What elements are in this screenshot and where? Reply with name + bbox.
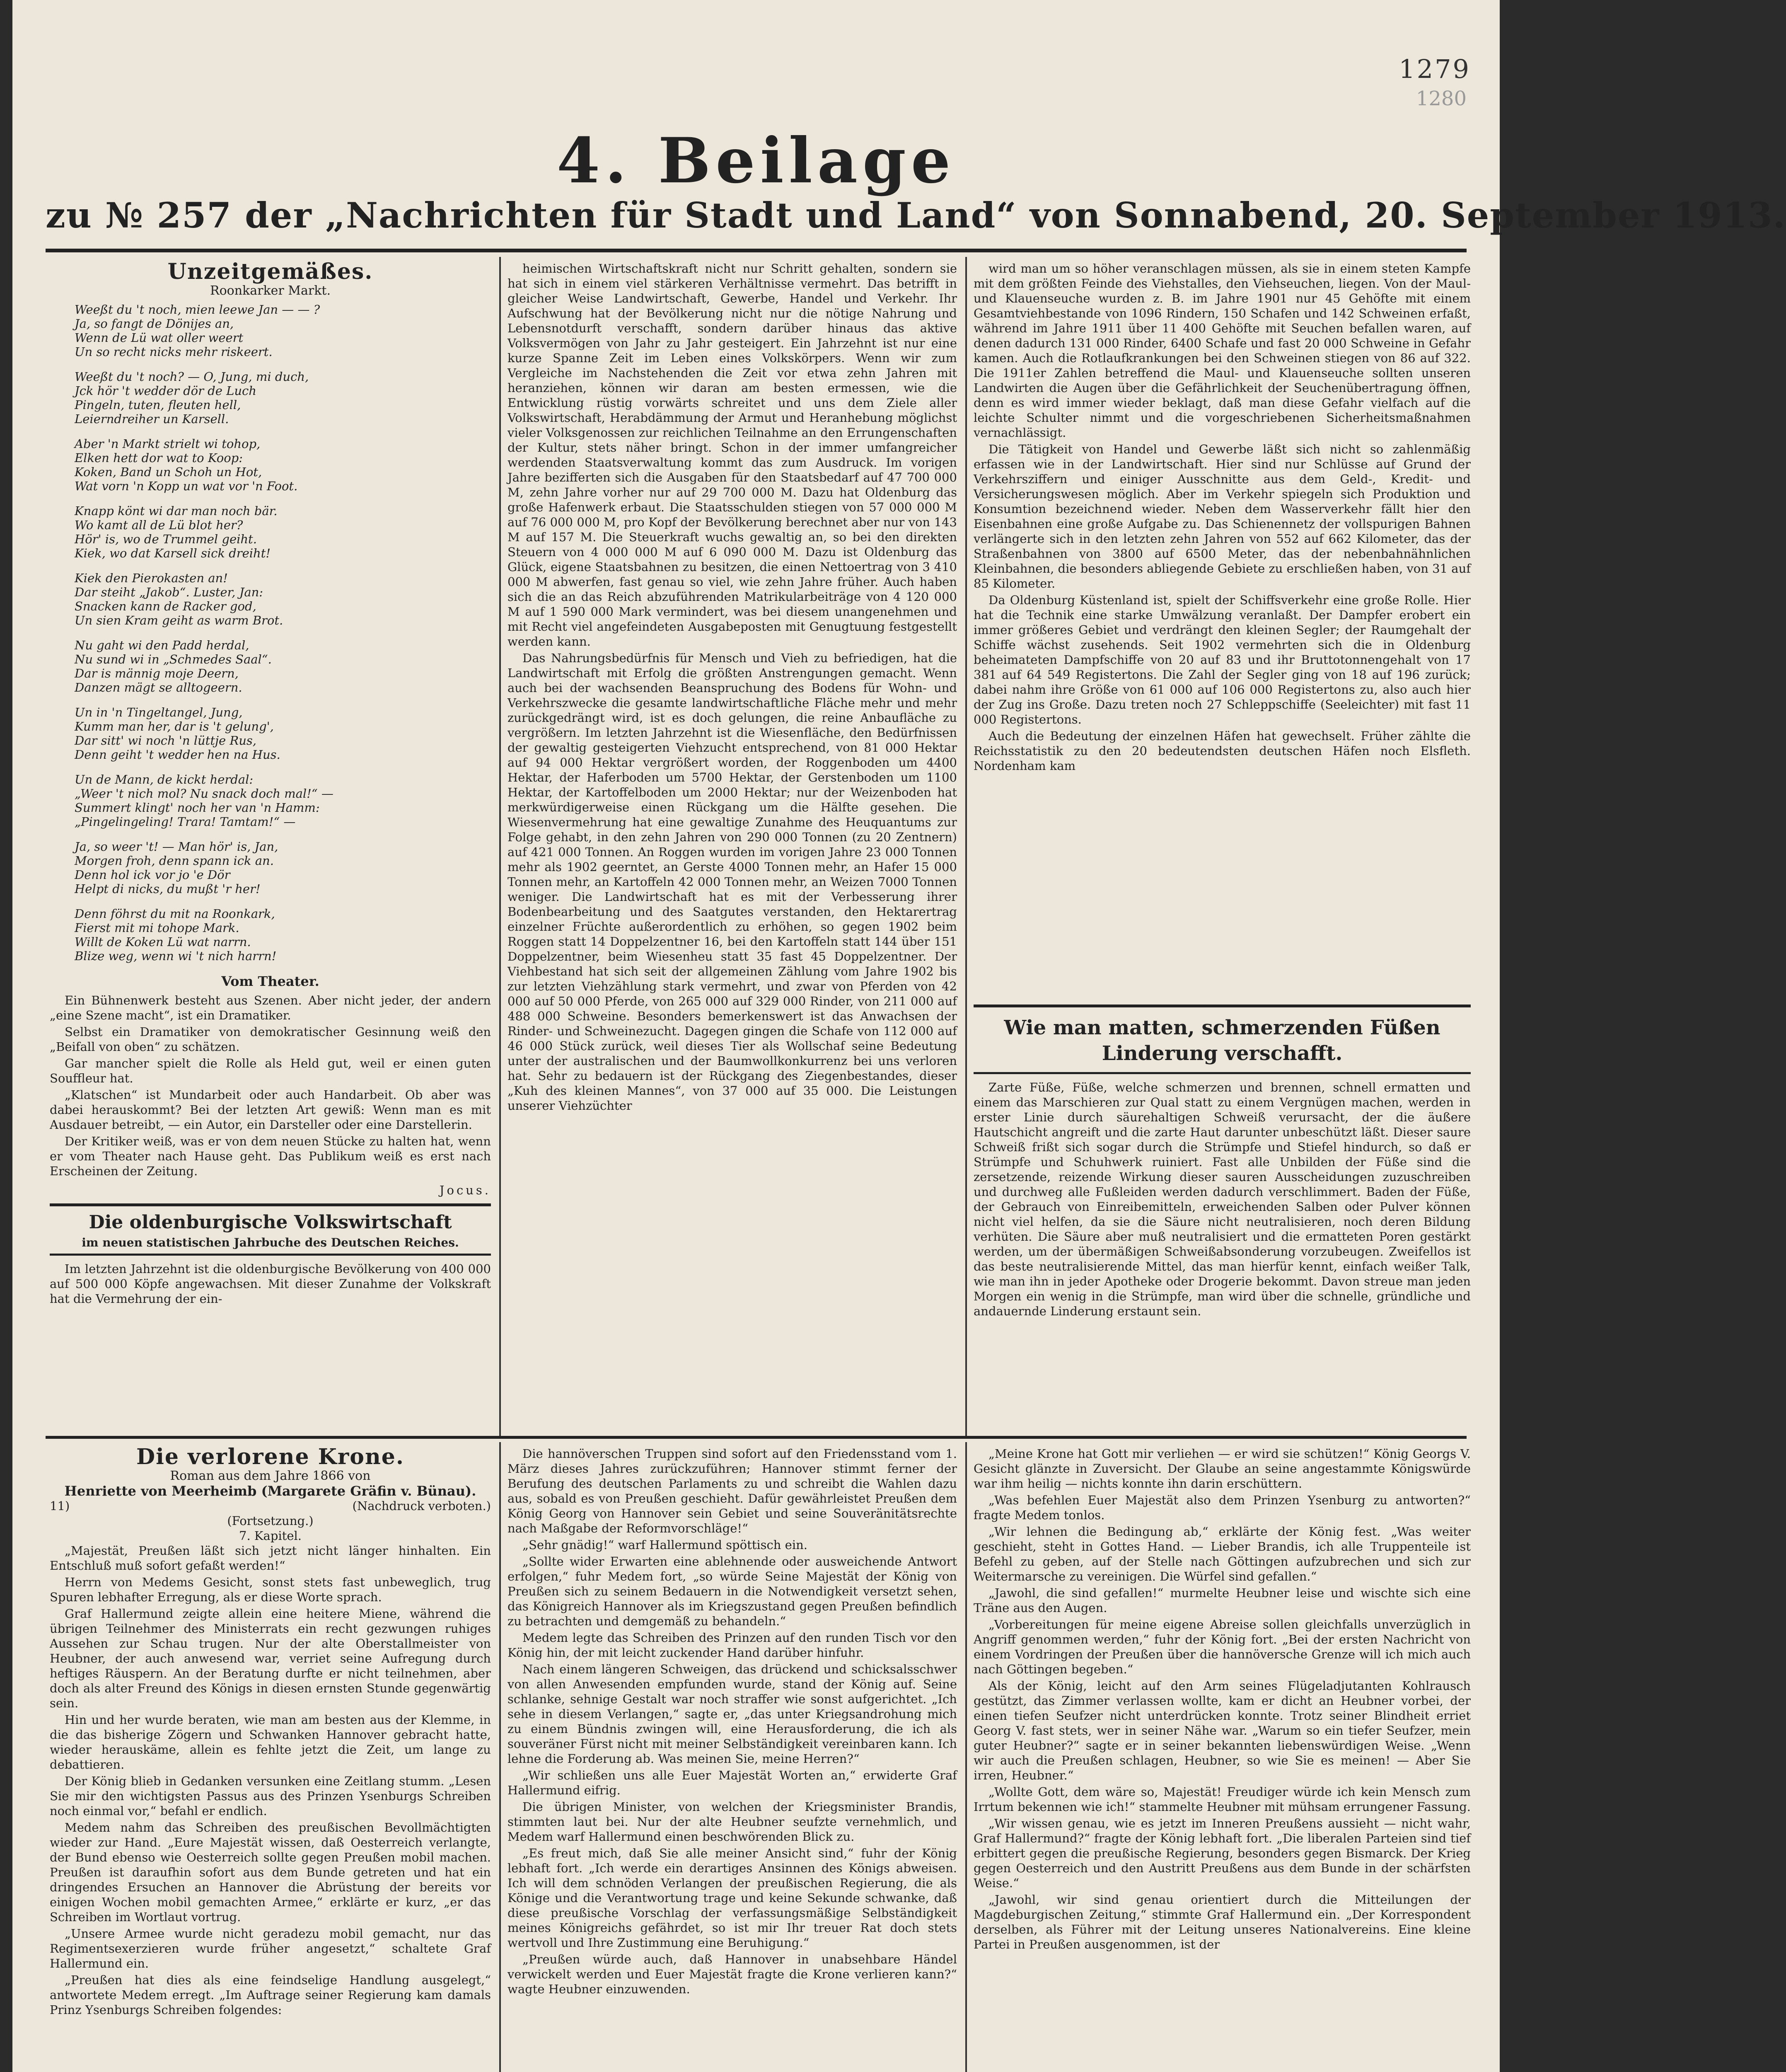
- poem-line: Wat vorn 'n Kopp un wat vor 'n Foot.: [75, 479, 298, 493]
- novel-title: Die verlorene Krone.: [136, 1444, 404, 1469]
- novel-column-3: [974, 1446, 1471, 2072]
- paragraph: „Meine Krone hat Gott mir verliehen — er wird sie schützen!“ König Georgs V. Gesicht glänzte in Zuversicht. Der Glaube an seine angestammte Königswürde war ihm heilig — nichts konnte ihn darin erschüttern.: [974, 1447, 1471, 1491]
- novel-author: Henriette von Meerheimb (Margarete Gräfin v. Bünau).: [64, 1483, 476, 1499]
- paragraph: „Preußen würde auch, daß Hannover in unabsehbare Händel verwickelt werden und Euer Majestät fragte die Krone verlieren kann?“ wagte Heubner einzuwenden.: [508, 1952, 957, 1996]
- paragraph: Herrn von Medems Gesicht, sonst stets fast unbeweglich, trug Spuren lebhafter Erregung, als er diese Worte sprach.: [50, 1575, 491, 1604]
- theater-title: Vom Theater.: [221, 973, 319, 989]
- paragraph: Die hannöverschen Truppen sind sofort auf den Friedensstand vom 1. März dieses Jahres zurückzuführen; Hannover stimmt ferner der Berufung des deutschen Parlaments zu und schreibt die Wahlen dazu aus, sobald es von Preußen geschieht. Dafür gewährleistet Preußen dem König Georg von Hannover sein Gebiet und seine Souveränitätsrechte nach Maßgabe der Reformvorschläge!“: [508, 1447, 957, 1535]
- poem-stanza: [75, 907, 491, 963]
- poem-line: Pingeln, tuten, fleuten hell,: [75, 398, 241, 412]
- poem-line: Denn hol ick vor jo 'e Dör: [75, 868, 230, 882]
- economy-text-col2: [508, 261, 957, 1113]
- poem-line: „Weer 't nich mol? Nu snack doch mal!“ —: [75, 787, 334, 801]
- poem-line: Knapp könt wi dar man noch bär.: [75, 504, 278, 518]
- paragraph: „Wir schließen uns alle Euer Majestät Worten an,“ erwiderte Graf Hallermund eifrig.: [508, 1768, 957, 1797]
- column-rule: [499, 1442, 501, 2072]
- poem-stanza: [75, 571, 491, 627]
- poem-line: Jck hör 't wedder dör de Luch: [75, 384, 256, 398]
- paragraph: Die Tätigkeit von Handel und Gewerbe läßt sich nicht so zahlenmäßig erfassen wie in der Landwirtschaft. Hier sind nur Schlüsse auf Grund der Verkehrsziffern und einiger Ausschnitte aus dem Geld-, Kredit- und Versicherungswesen möglich. Aber im Verkehr spiegeln sich Produktion und Konsumtion bezeichnend wieder. Neben dem Wasserverkehr fällt hier den Eisenbahnen eine große Aufgabe zu. Das Schienennetz der vollspurigen Bahnen verlängerte sich in den letzten zehn Jahren von 552 auf 662 Kilometer, das der Straßenbahnen von 3800 auf 6500 Meter, das der nebenbahnähnlichen Kleinbahnen, die besonders abliegende Gebiete zu erschließen haben, von 31 auf 85 Kilometer.: [974, 442, 1471, 591]
- paragraph: Graf Hallermund zeigte allein eine heitere Miene, während die übrigen Teilnehmer des Ministerrats ein recht gezwungen ruhiges Aussehen zur Schau trugen. Nur der alte Oberstallmeister von Heubner, der auch anwesend war, verriet seine Aufregung durch heftiges Räuspern. An der Beratung durfte er nicht teilnehmen, aber doch als alter Freund des Königs in diesen ernsten Stunde gegenwärtig sein.: [50, 1607, 491, 1710]
- poem-line: Wenn de Lü wat oller weert: [75, 331, 244, 345]
- paragraph: Der Kritiker weiß, was er von dem neuen Stücke zu halten hat, wenn er vom Theater nach Hause geht. Das Publikum weiß es erst nach Erscheinen der Zeitung.: [50, 1134, 491, 1178]
- novel-subtitle: Roman aus dem Jahre 1866 von: [170, 1469, 371, 1483]
- column-rule: [965, 257, 967, 1436]
- poem-line: Dar steiht „Jakob“. Luster, Jan:: [75, 585, 263, 599]
- novel-text-col1: [50, 1543, 491, 2017]
- poem-line: „Pingelingeling! Trara! Tamtam!“ —: [75, 815, 296, 829]
- poem-line: Denn geiht 't wedder hen na Hus.: [75, 748, 280, 762]
- paragraph: Nach einem längeren Schweigen, das drückend und schicksalsschwer von allen Anwesenden empfunden wurde, stand der König auf. Seine schlanke, sehnige Gestalt war noch straffer wie sonst aufgerichtet. „Ich sehe in diesem Verlangen,“ sagte er, „das unter Kriegsandrohung mich zu einem Bündnis zwingen will, eine Herausforderung, die ich als souveräner Fürst nicht mit meiner Selbständigkeit vereinbaren kann. Ich lehne die Forderung ab. Was meinen Sie, meine Herren?“: [508, 1662, 957, 1766]
- paragraph: Selbst ein Dramatiker von demokratischer Gesinnung weiß den „Beifall von oben“ zu schätzen.: [50, 1025, 491, 1054]
- poem-line: Helpt di nicks, du mußt 'r her!: [75, 882, 261, 896]
- novel-reprint-notice: (Nachdruck verboten.): [352, 1499, 491, 1513]
- poem-line: Nu sund wi in „Schmedes Saal“.: [75, 652, 272, 666]
- feet-headline-box: [974, 1005, 1471, 1074]
- paragraph: Der König blieb in Gedanken versunken eine Zeitlang stumm. „Lesen Sie mir den wichtigsten Passus aus des Prinzen Ysenburgs Schreiben noch einmal vor,“ befahl er endlich.: [50, 1774, 491, 1818]
- paragraph: heimischen Wirtschaftskraft nicht nur Schritt gehalten, sondern sie hat sich in einem viel stärkeren Verhältnisse vermehrt. Das betrifft in gleicher Weise Landwirtschaft, Gewerbe, Handel und Verkehr. Ihr Aufschwung hat der Bevölkerung nicht nur die nötige Nahrung und Lebensnotdurft verschafft, sondern darüber hinaus das aktive Volksvermögen von Jahr zu Jahr gesteigert. Ein Jahrzehnt ist nur eine kurze Spanne Zeit im Leben eines Volkskörpers. Wenn wir zum Vergleiche im Nachstehenden die Zeit vor etwa zehn Jahren mit heranziehen, können wir daran am besten ermessen, wie die Entwicklung rüstig vorwärts schreitet und uns dem Ziele aller Volkswirtschaft, Herabdämmung der Armut und Heranhebung möglichst vieler Volksgenossen zur reichlichen Teilnahme an den Errungenschaften der Kultur, stets näher bringt. Schon in der immer umfangreicher werdenden Staatsverwaltung kommt das zum Ausdruck. Im vorigen Jahre bezifferten sich die Ausgaben für den Staatsbedarf auf 47 700 000 M, zehn Jahre vorher nur auf 29 700 000 M. Dazu hat Oldenburg das große Hafenwerk erbaut. Die Staatsschulden stiegen von 57 000 000 M auf 76 000 000 M, pro Kopf der Bevölkerung berechnet aber nur von 143 M auf 157 M. Die Steuerkraft wuchs gewaltig an, so bei den direkten Steuern von 4 000 000 M auf 6 090 000 M. Dazu ist Oldenburg das Glück, eigene Staatsbahnen zu besitzen, die einen Nettoertrag von 3 410 000 M abwerfen, fast genau so viel, wie zehn Jahre früher. Auch haben sich die an das Reich abzuführenden Matrikularbeiträge von 4 120 000 M auf 1 590 000 Mark vermindert, was bei diesem unangenehmen und mit Recht viel angefeindeten Ausgabeposten mit Genugtuung festgestellt werden kann.: [508, 261, 957, 649]
- paragraph: „Wir wissen genau, wie es jetzt im Inneren Preußens aussieht — nicht wahr, Graf Hallermund?“ fragte der König lebhaft fort. „Die liberalen Parteien sind tief erbittert gegen die preußische Regierung, besonders gegen Bismarck. Der Krieg gegen Oesterreich und den Austritt Preußens aus dem Bunde in der schärfsten Weise.“: [974, 1816, 1471, 1890]
- novel-column-1: [50, 1446, 491, 2072]
- poem-line: Willt de Koken Lü wat narrn.: [75, 935, 251, 949]
- poem-line: Elken hett dor wat to Koop:: [75, 451, 243, 465]
- paragraph: „Unsere Armee wurde nicht geradezu mobil gemacht, nur das Regimentsexerzieren wurde früher angesetzt,“ schaltete Graf Hallermund ein.: [50, 1927, 491, 1970]
- paragraph: Da Oldenburg Küstenland ist, spielt der Schiffsverkehr eine große Rolle. Hier hat die Technik eine starke Umwälzung veranlaßt. Der Dampfer erobert ein immer größeres Gebiet und verdrängt den kleinen Segler; der Raumgehalt der Schiffe wächst zusehends. Seit 1902 vermehrten sich die in Oldenburg beheimateten Dampfschiffe von 20 auf 83 und ihr Bruttotonnengehalt von 17 381 auf 64 549 Registertons. Die Zahl der Segler ging von 18 auf 196 zurück; dabei nahm ihre Größe von 61 000 auf 106 000 Registertons zu, also auch hier der Zug ins Große. Dazu treten noch 27 Schleppschiffe (Seeleichter) mit fast 11 000 Registertons.: [974, 593, 1471, 726]
- poem-line: Kiek, wo dat Karsell sick dreiht!: [75, 546, 271, 560]
- poem-line: Weeßt du 't noch? — O, Jung, mi duch,: [75, 370, 309, 384]
- poem-line: Leierndreiher un Karsell.: [75, 412, 229, 426]
- paragraph: Im letzten Jahrzehnt ist die oldenburgische Bevölkerung von 400 000 auf 500 000 Köpfe angewachsen. Mit dieser Zunahme der Volkskraft hat die Vermehrung der ein-: [50, 1262, 491, 1306]
- economy-title: Die oldenburgische Volkswirtschaft: [89, 1212, 452, 1233]
- poem-line: Nu gaht wi den Padd herdal,: [75, 638, 249, 652]
- poem-stanza: [75, 705, 491, 762]
- theater-signature: Jocus.: [439, 1183, 491, 1197]
- poem-title: Unzeitgemäßes.: [167, 259, 373, 284]
- section-rule: [46, 1436, 1467, 1439]
- page-number-faint: 1280: [1416, 87, 1467, 110]
- poem-body: [75, 303, 491, 963]
- poem-line: Hör' is, wo de Trummel geiht.: [75, 532, 257, 546]
- novel-installment-number: 11): [50, 1499, 70, 1513]
- poem-line: Un in 'n Tingeltangel, Jung,: [75, 705, 243, 719]
- feet-body: Zarte Füße, Füße, welche schmerzen und brennen, schnell ermatten und einem das Marschieren zur Qual statt zu einem Vergnügen machen, werden in erster Linie durch säurehaltigen Schweiß verursacht, der die äußere Hautschicht angreift und die zarte Haut darunter unbeschützt läßt. Dieser saure Schweiß frißt sich sogar durch die Strümpfe und Stiefel hindurch, so daß er Strümpfe und Schuhwerk ruiniert. Fast alle Unbilden der Füße sind die zersetzende, reizende Wirkung dieser sauren Ausscheidungen zuzuschreiben und durchweg alle Fußleiden werden dadurch verschlimmert. Baden der Füße, der Gebrauch von Einreibemitteln, erweichenden Salben oder Pulver können nicht viel helfen, da sie die Säure nicht neutralisieren, noch deren Bildung verhüten. Die Säure aber muß neutralisiert und die ermatteten Poren gestärkt werden, um der übermäßigen Schweißabsonderung vorzubeugen. Zweifellos ist das beste neutralisierende Mittel, das man hierfür kennt, einfach weißer Talk, wie man ihn in jeder Apotheke oder Drogerie bekommt. Davon streue man jeden Morgen ein wenig in die Strümpfe, man wird über die schnelle, gründliche und andauernde Linderung erstaunt sein.: [974, 1080, 1471, 1318]
- paragraph: „Es freut mich, daß Sie alle meiner Ansicht sind,“ fuhr der König lebhaft fort. „Ich werde ein derartiges Ansinnen des Königs abweisen. Ich will dem schnöden Verlangen der preußischen Regierung, die als Könige und die Verantwortung trage und keine Sekunde schwanke, daß diese preußische Vorschlag der verfassungsmäßige Selbständigkeit meines Königreichs gefährdet, so ist mir Ihr treuer Rat doch stets wertvoll und Ihre Zustimmung eine Beruhigung.“: [508, 1846, 957, 1950]
- masthead-line: zu № 257 der „Nachrichten für Stadt und Land“ von Sonnabend, 20. September 1913.: [46, 195, 1786, 236]
- novel-continued: (Fortsetzung.): [227, 1514, 314, 1528]
- poem-subtitle: Roonkarker Markt.: [210, 283, 331, 298]
- novel-text-col3: [974, 1446, 1471, 1952]
- paragraph: „Was befehlen Euer Majestät also dem Prinzen Ysenburg zu antworten?“ fragte Medem tonlos.: [974, 1493, 1471, 1522]
- newspaper-page: [12, 0, 1786, 2072]
- paragraph: Auch die Bedeutung der einzelnen Häfen hat gewechselt. Früher zählte die Reichsstatistik zu den 20 bedeutendsten deutschen Häfen noch Elsfleth. Nordenham kam: [974, 729, 1471, 773]
- economy-text-col1: [50, 1261, 491, 1306]
- poem-line: Un so recht nicks mehr riskeert.: [75, 345, 273, 359]
- paragraph: „Majestät, Preußen läßt sich jetzt nicht länger hinhalten. Ein Entschluß muß sofort gefaßt werden!“: [50, 1544, 491, 1573]
- paragraph: „Klatschen“ ist Mundarbeit oder auch Handarbeit. Ob aber was dabei herauskommt? Bei der letzten Art gewiß: Wenn man es mit Ausdauer betreibt, — ein Autor, ein Darsteller oder eine Darstellerin.: [50, 1088, 491, 1132]
- poem-line: Danzen mägt se alltogeern.: [75, 680, 242, 695]
- theater-body: [50, 993, 491, 1179]
- poem-line: Weeßt du 't noch, mien leewe Jan — — ?: [75, 303, 320, 317]
- column-rule: [499, 257, 501, 1436]
- paragraph: „Vorbereitungen für meine eigene Abreise sollen gleichfalls unverzüglich in Angriff genommen werden,“ fuhr der König fort. „Bei der ersten Nachricht von einem Vordringen der Preußen über die hannöversche Grenze will ich mich auch nach Göttingen begeben.“: [974, 1617, 1471, 1676]
- paragraph: „Wollte Gott, dem wäre so, Majestät! Freudiger würde ich kein Mensch zum Irrtum bekennen wie ich!“ stammelte Heubner mit mühsam errungener Fassung.: [974, 1785, 1471, 1814]
- poem-line: Dar is männig moje Deern,: [75, 666, 239, 680]
- poem-line: Summert klingt' noch her van 'n Hamm:: [75, 801, 320, 815]
- paragraph: Ein Bühnenwerk besteht aus Szenen. Aber nicht jeder, der andern „eine Szene macht“, ist ein Dramatiker.: [50, 993, 491, 1022]
- poem-stanza: [75, 840, 491, 896]
- column-rule: [965, 1442, 967, 2072]
- poem-line: Dar sitt' wi noch 'n lüttje Rus,: [75, 733, 256, 748]
- supplement-title: 4. Beilage: [556, 124, 956, 197]
- poem-line: Kumm man her, dar is 't gelung',: [75, 719, 274, 733]
- poem-line: Aber 'n Markt strielt wi tohop,: [75, 437, 261, 451]
- poem-line: Koken, Band un Schoh un Hot,: [75, 465, 262, 479]
- economy-subtitle: im neuen statistischen Jahrbuche des Deutschen Reiches.: [82, 1236, 459, 1249]
- paragraph: „Jawohl, wir sind genau orientiert durch die Mitteilungen der Magdeburgischen Zeitung,“ stimmte Graf Hallermund ein. „Der Korrespondent derselben, als Führer mit der Leitung unseres Nationalvereins. Eine kleine Partei in Preußen ausgenommen, ist der: [974, 1893, 1471, 1951]
- column-2-upper: [508, 261, 957, 1434]
- poem-stanza: [75, 370, 491, 426]
- feet-title: Wie man matten, schmerzenden Füßen Linderung verschafft.: [1004, 1016, 1440, 1065]
- paragraph: wird man um so höher veranschlagen müssen, als sie in einem steten Kampfe mit dem größten Feinde des Viehstalles, den Viehseuchen, liegen. Von der Maul- und Klauenseuche wurden z. B. im Jahre 1901 nur 45 Gehöfte mit einem Gesamtviehbestande von 1096 Rindern, 150 Schafen und 142 Schweinen erfaßt, während im Jahre 1911 über 11 400 Gehöfte mit Seuchen befallen waren, auf denen dadurch 131 000 Rinder, 6400 Schafe und fast 20 000 Schweine in Gefahr kamen. Auch die Rotlaufkrankungen bei den Schweinen stiegen von 86 auf 322. Die 1911er Zahlen betreffend die Maul- und Klauenseuche sollten unseren Landwirten die Augen über die Gefährlichkeit der Seuchenübertragung öffnen, denn es wird immer wieder beklagt, daß man diese Gefahr vielfach auf die leichte Schulter nimmt und die vorgeschriebenen Sicherheitsmaßnahmen vernachlässigt.: [974, 261, 1471, 440]
- paragraph: „Preußen hat dies als eine feindselige Handlung ausgelegt,“ antwortete Medem erregt. „Im Auftrage seiner Regierung kam damals Prinz Ysenburgs Schreiben folgendes:: [50, 1973, 491, 2017]
- poem-line: Ja, so fangt de Dönijes an,: [75, 317, 234, 331]
- paragraph: „Wir lehnen die Bedingung ab,“ erklärte der König fest. „Was weiter geschieht, steht in Gottes Hand. — Lieber Brandis, ich alle Truppenteile ist Befehl zu geben, auf der Stelle nach Göttingen aufzubrechen und sich zur Weitermarsche zu vereinigen. Die Würfel sind gefallen.“: [974, 1525, 1471, 1583]
- poem-line: Ja, so weer 't! — Man hör' is, Jan,: [75, 840, 278, 854]
- masthead-rule: [46, 249, 1467, 252]
- poem-stanza: [75, 638, 491, 695]
- economy-text-col3: [974, 261, 1471, 999]
- poem-line: Denn föhrst du mit na Roonkark,: [75, 907, 275, 921]
- poem-line: Blize weg, wenn wi 't nich harrn!: [75, 949, 277, 963]
- economy-headline-box: [50, 1203, 491, 1256]
- poem-line: Wo kamt all de Lü blot her?: [75, 518, 243, 532]
- paragraph: Medem legte das Schreiben des Prinzen auf den runden Tisch vor den König hin, der mit leicht zuckender Hand darüber hinfuhr.: [508, 1631, 957, 1660]
- paragraph: Medem nahm das Schreiben des preußischen Bevollmächtigten wieder zur Hand. „Eure Majestät wissen, daß Oesterreich verlangte, der Bund ebenso wie Oesterreich sollte gegen Preußen mobil machen. Preußen ist daraufhin sofort aus dem Bunde getreten und hat ein dringendes Ersuchen an Hannover die Abrüstung der bereits vor einigen Wochen mobil gemachten Armee,“ erklärte er kurz, „er das Schreiben im Wortlaut vortrug.: [50, 1820, 491, 1924]
- poem-stanza: [75, 437, 491, 493]
- paragraph: Gar mancher spielt die Rolle als Held gut, weil er einen guten Souffleur hat.: [50, 1056, 491, 1085]
- paragraph: Als der König, leicht auf den Arm seines Flügeladjutanten Kohlrausch gestützt, das Zimmer verlassen wollte, kam er dicht an Heubner vorbei, der einen tiefen Seufzer nicht unterdrücken konnte. Trotz seiner Blindheit erriet Georg V. fast stets, wer in seiner Nähe war. „Warum so ein tiefer Seufzer, mein guter Heubner?“ sagte er in seiner bekannten liebenswürdigen Weise. „Wenn wir auch die Preußen schlagen, Heubner, so wie Sie es meinen! — Aber Sie irren, Heubner.“: [974, 1679, 1471, 1782]
- poem-stanza: [75, 772, 491, 829]
- paragraph: „Sehr gnädig!“ warf Hallermund spöttisch ein.: [522, 1538, 807, 1552]
- novel-column-2: [508, 1446, 957, 2072]
- paragraph: Hin und her wurde beraten, wie man am besten aus der Klemme, in die das bisherige Zögern und Schwanken Hannover gebracht hatte, wieder herauskäme, allein es fehlte jetzt die Zeit, um lange zu debattieren.: [50, 1713, 491, 1772]
- poem-stanza: [75, 504, 491, 560]
- paragraph: „Jawohl, die sind gefallen!“ murmelte Heubner leise und wischte sich eine Träne aus den Augen.: [974, 1586, 1471, 1615]
- column-1-upper: [50, 261, 491, 1434]
- paragraph: Das Nahrungsbedürfnis für Mensch und Vieh zu befriedigen, hat die Landwirtschaft mit Erfolg die größten Anstrengungen gemacht. Wenn auch bei der wachsenden Beanspruchung des Bodens für Wohn- und Verkehrszwecke die gesamte landwirtschaftliche Fläche mehr und mehr zurückgedrängt wird, ist es doch gelungen, die reine Anbaufläche zu vergrößern. Im letzten Jahrzehnt ist die Wiesenfläche, den Bedürfnissen der gewaltig gesteigerten Viehzucht entsprechend, von 81 000 Hektar auf 94 000 Hektar vergrößert worden, der Roggenboden um 4400 Hektar, der Haferboden um 5700 Hektar, der Gerstenboden um 1100 Hektar, der Kartoffelboden um 2000 Hektar; nur der Weizenboden hat merkwürdigerweise einen Rückgang um die Hälfte gesehen. Die Wiesenvermehrung hat eine gewaltige Zunahme des Heuquantums zur Folge gehabt, in den zehn Jahren von 290 000 Tonnen (zu 20 Zentnern) auf 421 000 Tonnen. An Roggen wurden im vorigen Jahre 23 000 Tonnen mehr als 1902 geerntet, an Gerste 4000 Tonnen mehr, an Hafer 15 000 Tonnen mehr, an Kartoffeln 42 000 Tonnen mehr, an Weizen 7000 Tonnen weniger. Die Landwirtschaft hat es mit der Verbesserung ihrer Bodenbearbeitung und des Saatgutes verstanden, den Hektarertrag einzelner Früchte außerordentlich zu erhöhen, so gegen 1902 beim Roggen statt 14 Doppelzentner 16, bei den Kartoffeln statt 144 über 151 Doppelzentner, beim Wiesenheu statt 35 fast 45 Doppelzentner. Der Viehbestand hat sich seit der allgemeinen Zählung vom Jahre 1902 bis zur letzten Viehzählung stark vermehrt, und zwar von Pferden von 42 000 auf 50 000 Pferde, von 265 000 auf 329 000 Rinder, von 211 000 auf 488 000 Schweine. Besonders bemerkenswert ist das Anwachsen der Rinder- und Schweinezucht. Dagegen gingen die Schafe von 112 000 auf 46 000 Stück zurück, weil dieses Tier als Wollschaf seine Bedeutung unter der australischen und der Baumwollkonkurrenz bei uns verloren hat. Sehr zu bedauern ist der Rückgang des Ziegenbestandes, dieser „Kuh des kleinen Mannes“, von 37 000 auf 35 000. Die Leistungen unserer Viehzüchter: [508, 651, 957, 1113]
- page-number: 1279: [1399, 54, 1471, 84]
- poem-line: Un sien Kram geiht as warm Brot.: [75, 613, 283, 627]
- paragraph: „Sollte wider Erwarten eine ablehnende oder ausweichende Antwort erfolgen,“ fuhr Medem fort, „so würde Seine Majestät der König von Preußen sich zu seinem Bedauern in die Notwendigkeit versetzt sehen, das Königreich Hannover als im Kriegszustand gegen Preußen befindlich zu betrachten und demgemäß zu behandeln.“: [508, 1554, 957, 1628]
- novel-meta: [50, 1498, 491, 1513]
- column-3-upper: [974, 261, 1471, 1434]
- poem-line: Kiek den Pierokasten an!: [75, 571, 228, 585]
- poem-stanza: [75, 303, 491, 359]
- poem-line: Snacken kann de Racker god,: [75, 599, 256, 613]
- novel-text-col2: [508, 1446, 957, 1997]
- poem-line: Fierst mit mi tohope Mark.: [75, 921, 239, 935]
- poem-line: Morgen froh, denn spann ick an.: [75, 854, 274, 868]
- paragraph: Die übrigen Minister, von welchen der Kriegsminister Brandis, stimmten laut bei. Nur der alte Heubner seufzte vernehmlich, und Medem warf Hallermund einen beschwörenden Blick zu.: [508, 1800, 957, 1844]
- novel-chapter: 7. Kapitel.: [239, 1529, 302, 1543]
- poem-line: Un de Mann, de kickt herdal:: [75, 772, 254, 787]
